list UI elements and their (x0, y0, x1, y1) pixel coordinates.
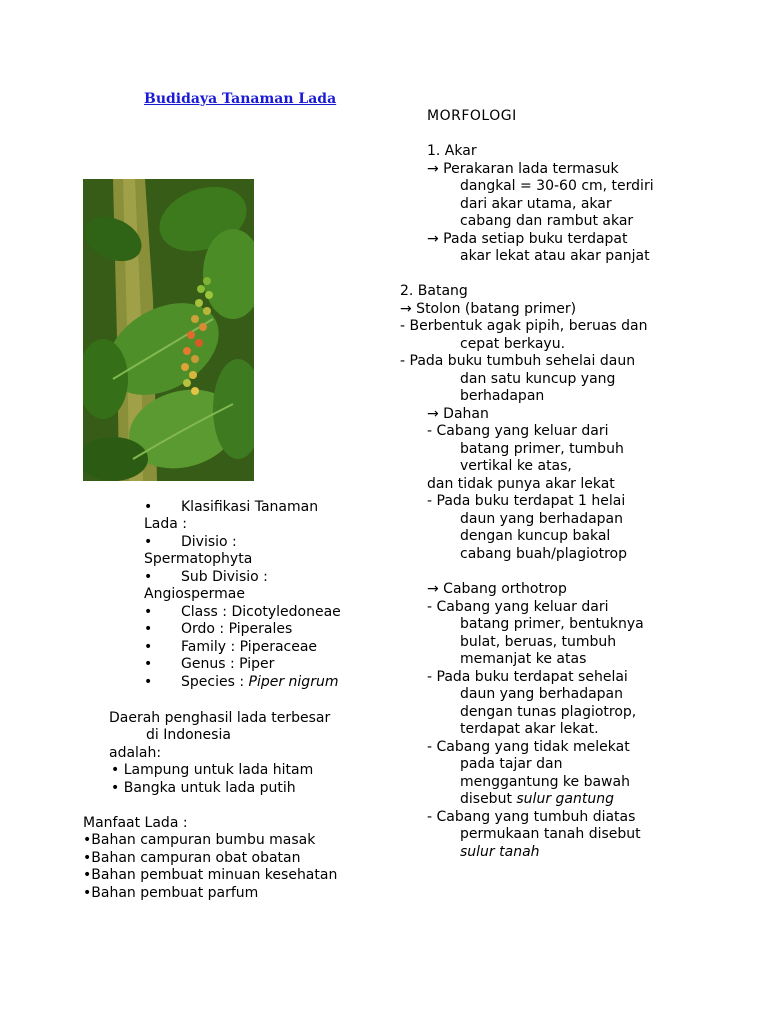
text-line: dan tidak punya akar lekat (427, 476, 615, 492)
text-line: cabang buah/plagiotrop (460, 546, 627, 562)
text-line: batang primer, tumbuh (460, 441, 624, 457)
list-item-cont: Angiospermae (144, 586, 245, 602)
bullet: • (144, 639, 153, 655)
text-line: daun yang berhadapan (460, 511, 624, 527)
bullet: • (144, 534, 153, 550)
manfaat-heading: Manfaat Lada : (83, 815, 188, 831)
bullet: • (144, 604, 153, 620)
morfologi-heading: MORFOLOGI (427, 108, 517, 124)
manfaat-item: •Bahan campuran obat obatan (83, 850, 301, 866)
text-line: - Cabang yang tumbuh diatas (427, 809, 636, 825)
list-item: Genus : Piper (181, 656, 275, 672)
text-line: batang primer, bentuknya (460, 616, 644, 632)
bullet: • (144, 569, 153, 585)
text-line: berhadapan (460, 388, 545, 404)
section-title: 1. Akar (427, 143, 477, 159)
text-line: - Cabang yang keluar dari (427, 423, 609, 439)
text-line: menggantung ke bawah (460, 774, 630, 790)
text-line: dan satu kuncup yang (460, 371, 616, 387)
list-item: Class : Dicotyledoneae (181, 604, 341, 620)
text-line (460, 844, 540, 861)
daerah-line: di Indonesia (146, 727, 231, 743)
list-item-cont: Lada : (144, 516, 188, 532)
list-item-cont: Spermatophyta (144, 551, 253, 567)
text-line: memanjat ke atas (460, 651, 587, 667)
section-title: 2. Batang (400, 283, 468, 299)
text-line (460, 791, 614, 808)
term-sulur-gantung: sulur gantung (516, 791, 614, 807)
text-line: - Pada buku tumbuh sehelai daun (400, 353, 636, 369)
manfaat-item: •Bahan pembuat parfum (83, 885, 259, 901)
text-line: → Dahan (427, 406, 489, 422)
text-line: - Berbentuk agak pipih, beruas dan (400, 318, 648, 334)
manfaat-item: •Bahan pembuat minuan kesehatan (83, 867, 338, 883)
bullet: • (144, 656, 153, 672)
text-line: - Pada buku terdapat sehelai (427, 669, 628, 685)
daerah-item: • Lampung untuk lada hitam (111, 762, 314, 778)
pepper-plant-photo (83, 179, 254, 481)
daerah-line: Daerah penghasil lada terbesar (109, 710, 331, 726)
document-title[interactable]: Budidaya Tanaman Lada (144, 91, 337, 107)
species-name: Piper nigrum (248, 674, 339, 690)
text-line: daun yang berhadapan (460, 686, 624, 702)
text-line: akar lekat atau akar panjat (460, 248, 650, 264)
text-line: dengan kuncup bakal (460, 528, 611, 544)
text-line: cepat berkayu. (460, 336, 566, 352)
text-plain: disebut (460, 791, 517, 807)
text-line: → Pada setiap buku terdapat (427, 231, 628, 247)
term-sulur-tanah: sulur tanah (460, 844, 540, 860)
text-line: terdapat akar lekat. (460, 721, 599, 737)
text-line: - Cabang yang tidak melekat (427, 739, 630, 755)
list-item (181, 674, 338, 691)
text-line: → Perakaran lada termasuk (427, 161, 619, 177)
text-line: pada tajar dan (460, 756, 563, 772)
list-item: Sub Divisio : (181, 569, 268, 585)
list-item: Family : Piperaceae (181, 639, 318, 655)
manfaat-item: •Bahan campuran bumbu masak (83, 832, 316, 848)
bullet: • (144, 621, 153, 637)
text-line: - Cabang yang keluar dari (427, 599, 609, 615)
bullet: • (144, 674, 153, 690)
text-line: vertikal ke atas, (460, 458, 572, 474)
text-line: - Pada buku terdapat 1 helai (427, 493, 626, 509)
text-line: permukaan tanah disebut (460, 826, 641, 842)
list-item: Divisio : (181, 534, 237, 550)
list-item: Ordo : Piperales (181, 621, 293, 637)
text-line: bulat, beruas, tumbuh (460, 634, 617, 650)
text-line: dari akar utama, akar (460, 196, 612, 212)
bullet: • (144, 499, 153, 515)
text-line: dangkal = 30-60 cm, terdiri (460, 178, 654, 194)
daerah-line: adalah: (109, 745, 162, 761)
text-line: → Cabang orthotrop (427, 581, 567, 597)
text-line: dengan tunas plagiotrop, (460, 704, 637, 720)
text-line: cabang dan rambut akar (460, 213, 634, 229)
daerah-item: • Bangka untuk lada putih (111, 780, 296, 796)
list-item: Klasifikasi Tanaman (181, 499, 319, 515)
text-line: → Stolon (batang primer) (400, 301, 577, 317)
species-label: Species : (181, 674, 249, 690)
